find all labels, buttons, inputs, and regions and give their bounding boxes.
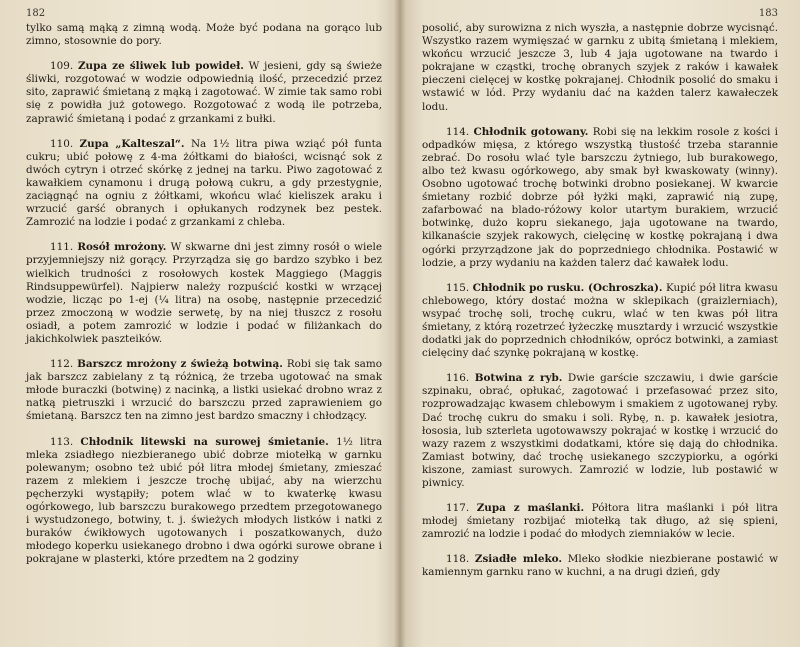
recipe-112 [26, 358, 382, 423]
right-page [400, 0, 800, 647]
recipe-text: Robi się na lekkim rosole z kości i odpadków mięsa, z którego wszystką tłustość trzeba starannie zebrać. Do rosołu wlać tyle barszczu żytniego, lub burakowego, albo też kwasu ogórkowego, aby smak był kwaskowaty (winny). Osobno ugotować trochę botwinki drobno posiekanej. W kwarcie śmietany rozbić dobrze pół łyżki mąki, zaprawić nią zupę, zafarbować na blado-różowy kolor utartym burakiem, wrzucić botwinkę, dużo kopru siekanego, jaja ugotowane na twardo, kilkanaście szyjek rakowych, cielęcinę w kostkę pokrajaną i dwa ogórki przyrządzone jak do poprzedniego chłodnika. Postawić w lodzie, a przy wydaniu na każden talerz dać kawałek lodu. [422, 125, 778, 269]
recipe-title: Chłodnik litewski na surowej śmietanie. [80, 435, 329, 448]
recipe-118 [422, 553, 778, 579]
recipe-114 [422, 126, 778, 270]
continued-text: tylko samą mąką z zimną wodą. Może być podana na gorąco lub zimno, stosownie do pory. [26, 22, 382, 48]
recipe-number: 112. [50, 358, 74, 371]
recipe-text: W skwarne dni jest zimny rosół o wiele przyjemniejszy niż gorący. Przyrządza się go bardzo szybko i bez wielkich trudności z rosołowych kostek Maggiego (Maggis Rindsuppewürfel). Najpierw należy rozpuścić kostki w wrzącej wodzie, licząc po 1-ej (¼ litra) na osobę, następnie przecedzić przez zmoczoną w wodzie serwetę, by na niej tłuszcz z rosołu osiadł, a potem zamrozić w lodzie i podać w filiżankach do jakichkolwiek paszteików. [26, 241, 382, 345]
recipe-111 [26, 241, 382, 346]
recipe-title: Zupa z maślanki. [476, 502, 585, 515]
recipe-116 [422, 372, 778, 490]
recipe-number: 113. [50, 435, 74, 448]
recipe-title: Barszcz mrożony z świeżą botwiną. [77, 358, 283, 371]
recipe-number: 115. [446, 281, 470, 294]
recipe-text: 1½ litra mleka zsiadłego niezbieranego ubić dobrze miotełką w garnku polewanym; osobno też ubić pół litra młodej śmietany, zmieszać razem z mlekiem i jeszcze trochę ubijać, aby na wierzchu pęcherzyki wystąpiły; potem wlać w to kwaterkę kwasu ogórkowego, lub barszczu burakowego przedtem przegotowanego i wystudzonego, botwiny, t. j. świeżych młodych listków i natki z buraków ćwikłowych ugotowanych i poszatkowanych, dużo młodego koperku usiekanego drobno i dwa ogórki surowe obrane i pokrajane w plasterki, które przedtem na 2 godziny [26, 435, 383, 566]
page-number: 182 [26, 8, 46, 19]
recipe-110 [26, 138, 382, 230]
recipe-title: Zsiadłe mleko. [474, 553, 563, 566]
recipe-117 [422, 502, 778, 541]
recipe-text: Mleko słodkie niezbierane postawić w kamiennym garnku rano w kuchni, a na drugi dzień, gdy [422, 553, 779, 579]
recipe-text: Kupić pół litra kwasu chlebowego, który dostać można w sklepikach (graizlerniach), wsypać trochę soli, trochę cukru, wlać w ten kwas pół litra śmietany, z którą rozetrzeć łyżeczkę musztardy i wrzucić wszystkie dodatki jak do poprzednich chłodników, oprócz botwinki, a zamiast cielęciny dać szynkę pokrajaną w kostkę. [422, 281, 778, 360]
recipe-number: 111. [50, 241, 74, 254]
recipe-113 [26, 436, 382, 567]
recipe-title: Zupa ze śliwek lub powideł. [77, 60, 244, 73]
recipe-title: Chłodnik gotowany. [473, 125, 589, 138]
recipe-number: 109. [50, 60, 74, 73]
recipe-115 [422, 282, 778, 361]
page-number: 183 [758, 8, 778, 19]
recipe-text: Dwie garście szczawiu, i dwie garście szpinaku, obrać, opłukać, zagotować i przefasować przez sito, rozprowadzając kwasem chlebowym i smakiem z ugotowanej ryby. Dać trochę cukru do smaku i soli. Rybę, n. p. kawałek jesiotra, łososia, lub szterleta ugotowawszy pokrajać w kostkę i wrzucić do wazy razem z wszystkimi dodatkami, które się dają do chłodnika. Zamiast botwiny, dać trochę usiekanego szczypiorku, a ogórki kiszone, zamiast surowych. Zamrozić w lodzie, lub postawić w piwnicy. [422, 372, 779, 489]
recipe-text: Półtora litra maślanki i pół litra młodej śmietany rozbijać miotełką tak długo, aż się spieni, zamrozić na lodzie i podać do młodych ziemniaków w lecie. [422, 502, 778, 541]
recipe-number: 117. [446, 502, 470, 515]
recipe-text: W jesieni, gdy są świeże śliwki, rozgotować w wodzie odpowiednią ilość, przecedzić przez sito, zaprawić śmietaną z mąką i zagotować. W zimie tak samo robi się z powidła już gotowego. Rozgotować z wodą ile potrzeba, zaprawić śmietaną i podać z grzankami z bułki. [26, 60, 382, 125]
recipe-109 [26, 60, 382, 125]
recipe-title: Chłodnik po rusku. (Ochroszka). [472, 281, 663, 294]
recipe-text: Na 1½ litra piwa wziąć pół funta cukru; ubić połowę z 4-ma żółtkami do białości, wcisnąć sok z dwóch cytryn i otrzeć skórkę z jednej na tarku. Piwo zagotować z kawałkiem cynamonu i drugą połową cukru, a gdy przestygnie, zaciągnąć na ogniu z żółtkami, wkońcu wlać kieliszek araku i wrzucić garść obranych i opłukanych rodzynek bez pestek. Zamrozić na lodzie i podać z grzankami z chleba. [26, 137, 382, 229]
recipe-number: 114. [446, 125, 470, 138]
recipe-number: 110. [50, 137, 74, 150]
recipe-text: Robi się tak samo jak barszcz zabielany z tą różnicą, że trzeba ugotować na smak młode buraczki (botwinę) z nacinką, a listki usiekać drobno wraz z natką pietruszki i wrzucić do barszczu przed zaprawieniem go śmietaną. Barszcz ten na zimno jest bardzo smaczny i chłodzący. [26, 358, 382, 423]
book-gutter [394, 0, 406, 647]
recipe-title: Zupa „Kalteszal“. [79, 137, 185, 150]
recipe-title: Rosół mrożony. [77, 241, 167, 254]
continued-text: posolić, aby surowizna z nich wyszła, a następnie dobrze wycisnąć. Wszystko razem wymięszać w garnku z ubitą śmietaną i mlekiem, wkońcu wrzucić jeszcze 3, lub 4 jaja ugotowane na twardo i pokrajane w cząstki, trochę obranych szyjek z raków i kawałek pieczeni cielęcej w kostkę pokrajanej. Chłodnik posolić do smaku i wstawić w lód. Przy wydaniu dać na każden talerz kawałeczek lodu. [422, 22, 778, 113]
recipe-number: 116. [446, 372, 470, 385]
recipe-title: Botwina z ryb. [474, 372, 563, 385]
recipe-number: 118. [446, 553, 470, 566]
